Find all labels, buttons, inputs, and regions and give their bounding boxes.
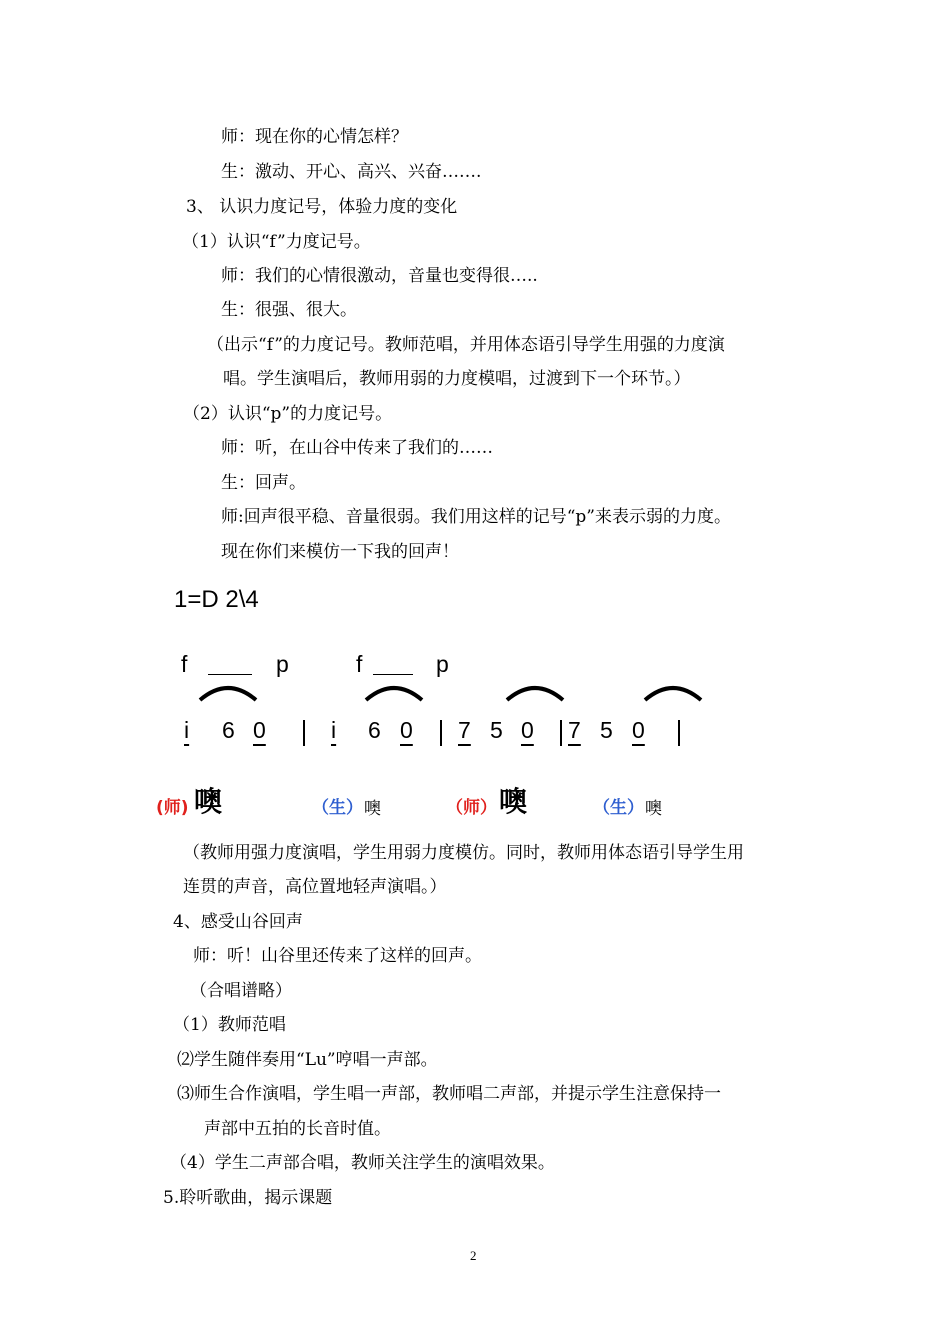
subsection-heading: （2）认识“p”的力度记号。 [183,404,393,424]
text-line: 生：很强、很大。 [221,300,357,320]
dynamic-mark: f [181,651,188,677]
note: 6 [368,717,381,743]
dynamic-connector [373,674,413,675]
text-line: （教师用强力度演唱，学生用弱力度模仿。同时，教师用体态语引导学生用 [183,843,744,863]
text-line: 师：听，在山谷中传来了我们的…… [221,438,493,458]
lyric-role-student: （生） [593,798,644,818]
lyric-word: 噢 [645,799,662,819]
text-line: 唱。学生演唱后，教师用弱的力度模唱，过渡到下一个环节。） [223,369,691,389]
note: 5 [600,717,613,743]
dynamic-mark: f [356,651,363,677]
text-line: 师：我们的心情很激动，音量也变得很….. [221,266,538,286]
note: 7 [458,717,471,743]
lyric-word: 噢 [364,799,381,819]
note: 7 [568,717,581,743]
lyric-role-student: （生） [312,798,363,818]
text-line: 生：激动、开心、高兴、兴奋……. [221,162,482,182]
text-line: 连贯的声音，高位置地轻声演唱。） [183,877,447,897]
subsection-heading: （1）认识“f”力度记号。 [182,232,371,252]
note: i [331,717,337,743]
list-item: ⑶师生合作演唱，学生唱一声部，教师唱二声部，并提示学生注意保持一 [177,1084,721,1104]
dynamic-connector [208,674,252,675]
section-heading: 5.聆听歌曲，揭示课题 [163,1188,333,1208]
note: 0 [632,717,645,743]
note: 0 [400,717,413,743]
slur [198,680,258,704]
text-line: （合唱谱略） [190,981,292,1001]
text-line: 现在你们来模仿一下我的回声！ [221,542,459,562]
key-signature: 1=D 2\4 [174,586,259,613]
list-item: ⑵学生随伴奏用“Lu”哼唱一声部。 [177,1050,438,1070]
lyric-word: 噢 [499,785,528,818]
dynamic-mark: p [436,651,449,677]
note: 6 [222,717,235,743]
slur [643,680,703,704]
lyric-role-teacher: （师） [446,798,497,818]
section-heading: 3、 认识力度记号，体验力度的变化 [186,197,458,217]
page-number: 2 [470,1248,477,1263]
list-item: （1）教师范唱 [173,1015,286,1035]
lyric-word: 噢 [194,785,223,818]
section-heading: 4、感受山谷回声 [173,912,303,932]
text-line: 生：回声。 [221,473,306,493]
dynamic-mark: p [276,651,289,677]
bar-line [678,720,680,746]
note: 0 [253,717,266,743]
list-item: （4）学生二声部合唱，教师关注学生的演唱效果。 [170,1153,555,1173]
note: 0 [521,717,534,743]
text-line: 师:回声很平稳、音量很弱。我们用这样的记号“p”来表示弱的力度。 [221,507,731,527]
slur [364,680,424,704]
note: 5 [490,717,503,743]
slur [505,680,565,704]
text-line: 师：听！山谷里还传来了这样的回声。 [193,946,482,966]
text-line: 师：现在你的心情怎样？ [221,127,408,147]
lyric-role-teacher: (师) [156,798,189,818]
bar-line [560,720,562,746]
bar-line [440,720,442,746]
text-line: （出示“f”的力度记号。教师范唱，并用体态语引导学生用强的力度演 [207,335,725,355]
bar-line [303,720,305,746]
note: i [184,717,190,743]
text-line: 声部中五拍的长音时值。 [204,1119,391,1139]
